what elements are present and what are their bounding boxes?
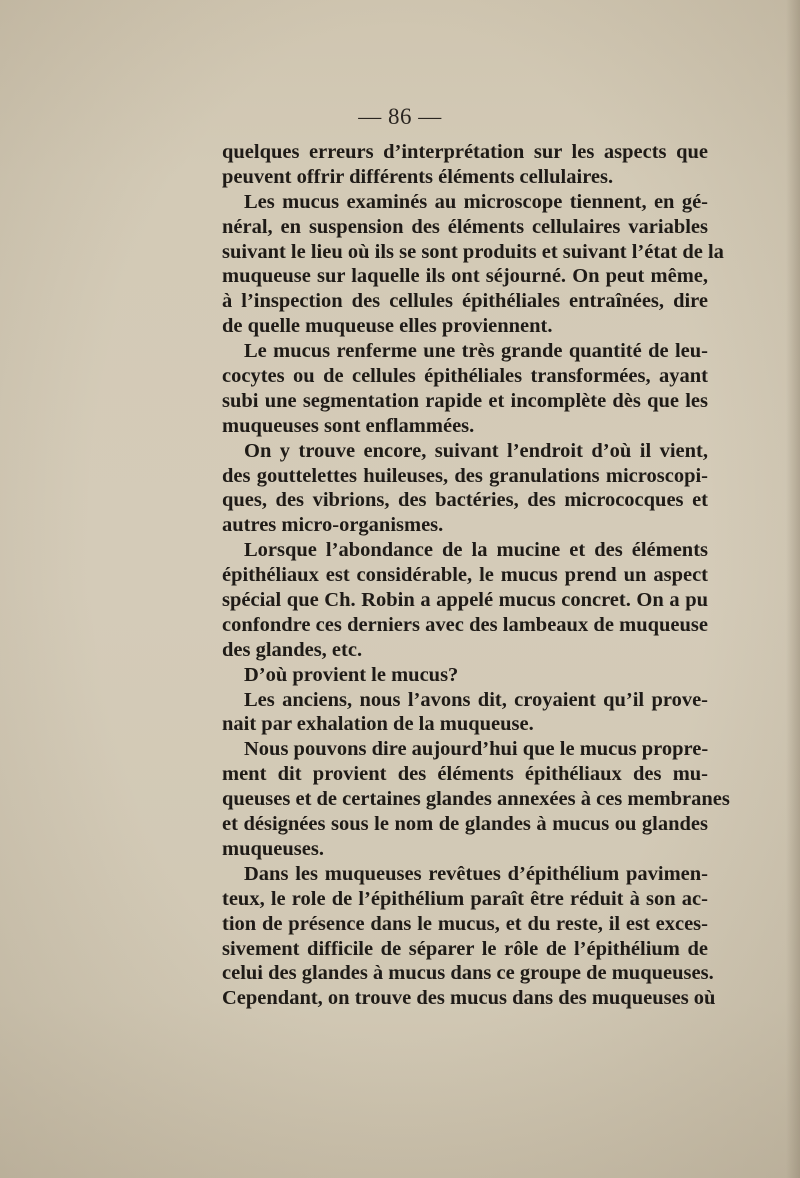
text-line: confondre ces derniers avec des lambeaux de muqueuse [222,613,708,636]
text-line: cocytes ou de cellules épithéliales transformées, ayant [222,365,708,388]
text-line: celui des glandes à mucus dans ce groupe de muqueuses. [222,962,714,985]
text-line: subi une segmentation rapide et incomplète dès que les [222,389,708,412]
text-line: à l’inspection des cellules épithéliales entraînées, dire [222,290,708,313]
page-edge-shadow [786,0,800,1178]
text-line: nait par exhalation de la muqueuse. [222,713,534,736]
text-line: suivant le lieu où ils se sont produits et suivant l’état de la [222,240,724,263]
text-line: de quelle muqueuse elles proviennent. [222,315,553,338]
text-line: Dans les muqueuses revêtues d’épithélium pavimen- [244,862,708,885]
text-line: et désignées sous le nom de glandes à mucus ou glandes [222,813,708,836]
page-number: — 86 — [358,104,442,129]
text-line: des gouttelettes huileuses, des granulations microscopi- [222,464,708,487]
text-line: queuses et de certaines glandes annexées à ces membranes [222,788,730,811]
text-line: Les anciens, nous l’avons dit, croyaient qu’il prove- [244,688,708,711]
text-line: autres micro-organismes. [222,514,444,537]
text-line: Lorsque l’abondance de la mucine et des éléments [244,539,708,562]
text-line: des glandes, etc. [222,638,363,661]
text-line: épithéliaux est considérable, le mucus prend un aspect [222,564,708,587]
text-line: teux, le role de l’épithélium paraît être réduit à son ac- [222,887,708,910]
text-line: ment dit provient des éléments épithéliaux des mu- [222,763,708,786]
text-line: D’où provient le mucus? [244,663,459,686]
text-line: muqueuses. [222,837,324,860]
text-line: néral, en suspension des éléments cellulaires variables [222,215,708,238]
body-text [222,140,730,1011]
text-line: Les mucus examinés au microscope tiennent, en gé- [244,190,708,213]
text-line: Le mucus renferme une très grande quantité de leu- [244,340,708,363]
text-line: muqueuses sont enflammées. [222,414,475,437]
text-line: On y trouve encore, suivant l’endroit d’où il vient, [244,439,708,462]
text-line: quelques erreurs d’interprétation sur les aspects que [222,141,708,163]
text-line: ques, des vibrions, des bactéries, des micrococques et [222,489,708,512]
text-line: peuvent offrir différents éléments cellulaires. [222,165,614,188]
text-line: muqueuse sur laquelle ils ont séjourné. On peut même, [222,265,708,288]
text-line: Nous pouvons dire aujourd’hui que le mucus propre- [244,738,709,761]
text-line: tion de présence dans le mucus, et du reste, il est exces- [222,912,708,935]
text-line: sivement difficile de séparer le rôle de l’épithélium de [222,937,708,960]
text-line: Cependant, on trouve des mucus dans des muqueuses où [222,987,716,1010]
text-line: spécial que Ch. Robin a appelé mucus concret. On a pu [222,589,708,612]
